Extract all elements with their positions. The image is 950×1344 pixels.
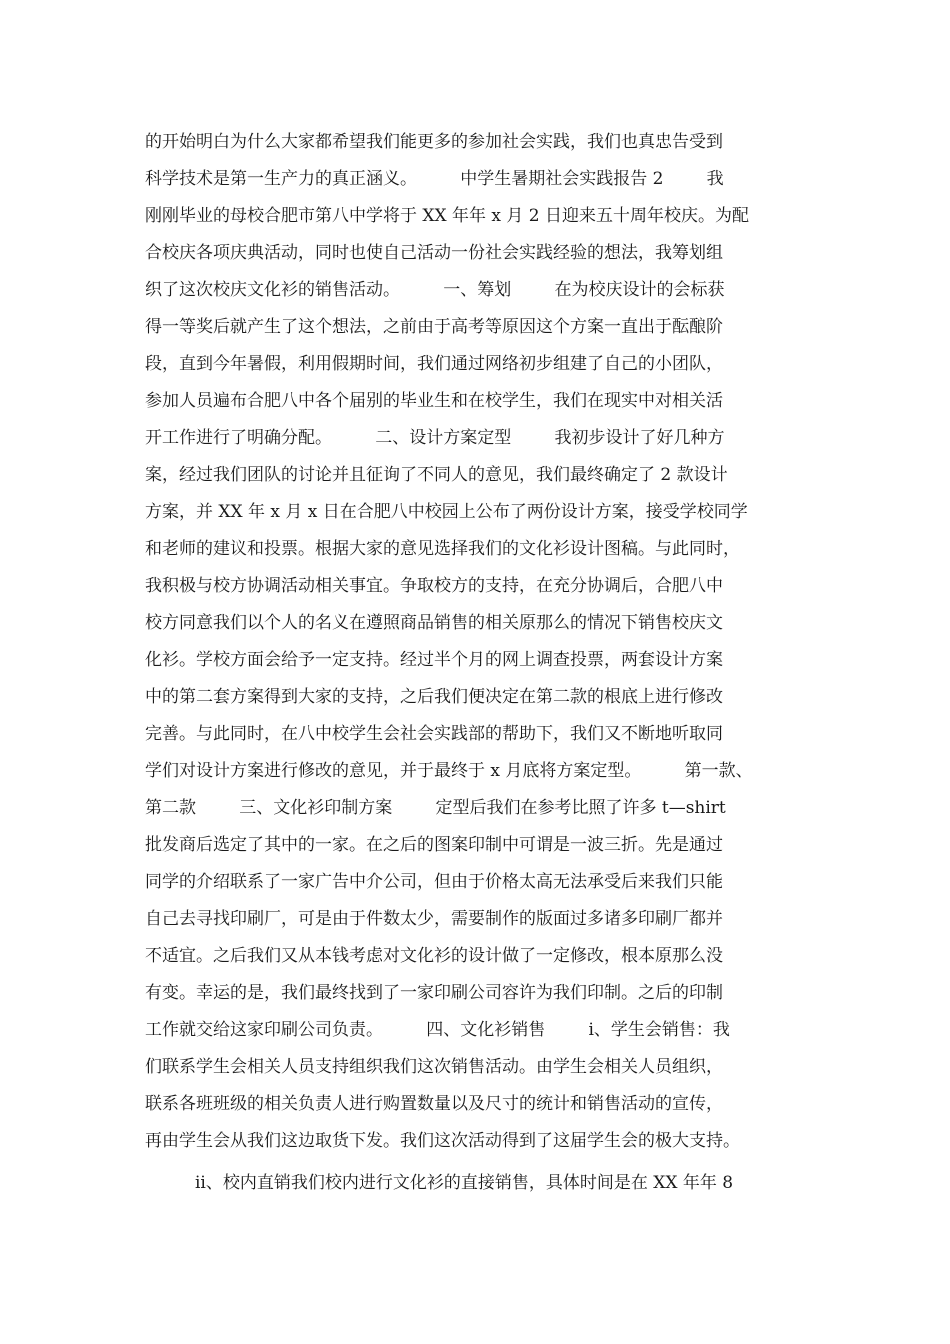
text-line: 刚刚毕业的母校合肥市第八中学将于 XX 年年 x 月 2 日迎来五十周年校庆。为配 — [145, 206, 750, 226]
text-line: 联系各班班级的相关负责人进行购置数量以及尺寸的统计和销售活动的宣传， — [145, 1094, 723, 1114]
text-line: 和老师的建议和投票。根据大家的意见选择我们的文化衫设计图稿。与此同时， — [145, 539, 740, 559]
text-line: 案，经过我们团队的讨论并且征询了不同人的意见，我们最终确定了 2 款设计 — [145, 465, 728, 485]
text-line: 同学的介绍联系了一家广告中介公司，但由于价格太高无法承受后来我们只能 — [145, 872, 723, 892]
text-line: 完善。与此同时，在八中校学生会社会实践部的帮助下，我们又不断地听取同 — [145, 724, 723, 744]
text-line: 们联系学生会相关人员支持组织我们这次销售活动。由学生会相关人员组织， — [145, 1057, 723, 1077]
text-line: 织了这次校庆文化衫的销售活动。 一、筹划 在为校庆设计的会标获 — [145, 280, 725, 300]
text-line: 批发商后选定了其中的一家。在之后的图案印制中可谓是一波三折。先是通过 — [145, 835, 723, 855]
text-line: 有变。幸运的是，我们最终找到了一家印刷公司容许为我们印制。之后的印制 — [145, 983, 723, 1003]
text-line: 我积极与校方协调活动相关事宜。争取校方的支持，在充分协调后，合肥八中 — [145, 576, 723, 596]
text-line: 段，直到今年暑假，利用假期时间，我们通过网络初步组建了自己的小团队， — [145, 354, 723, 374]
text-line: 学们对设计方案进行修改的意见，并于最终于 x 月底将方案定型。 第一款、 — [145, 761, 753, 781]
text-line: 自己去寻找印刷厂，可是由于件数太少，需要制作的版面过多诸多印刷厂都并 — [145, 909, 723, 929]
text-line: 参加人员遍布合肥八中各个届别的毕业生和在校学生，我们在现实中对相关活 — [145, 391, 723, 411]
text-line: 合校庆各项庆典活动，同时也使自己活动一份社会实践经验的想法，我筹划组 — [145, 243, 723, 263]
text-line: ii、校内直销我们校内进行文化衫的直接销售，具体时间是在 XX 年年 8 — [195, 1173, 734, 1193]
text-line: 校方同意我们以个人的名义在遵照商品销售的相关原那么的情况下销售校庆文 — [145, 613, 723, 633]
text-line: 开工作进行了明确分配。 二、设计方案定型 我初步设计了好几种方 — [145, 428, 725, 448]
text-line: 科学技术是第一生产力的真正涵义。 中学生暑期社会实践报告 2 我 — [145, 169, 724, 189]
text-line: 的开始明白为什么大家都希望我们能更多的参加社会实践，我们也真忠告受到 — [145, 132, 723, 152]
text-line: 化衫。学校方面会给予一定支持。经过半个月的网上调查投票，两套设计方案 — [145, 650, 723, 670]
text-line: 工作就交给这家印刷公司负责。 四、文化衫销售 i、学生会销售：我 — [145, 1020, 730, 1040]
text-line: 不适宜。之后我们又从本钱考虑对文化衫的设计做了一定修改，根本原那么没 — [145, 946, 723, 966]
text-line: 得一等奖后就产生了这个想法，之前由于高考等原因这个方案一直出于酝酿阶 — [145, 317, 723, 337]
text-line: 方案，并 XX 年 x 月 x 日在合肥八中校园上公布了两份设计方案，接受学校同学 — [145, 502, 748, 522]
text-line: 第二款 三、文化衫印制方案 定型后我们在参考比照了许多 t—shirt — [145, 798, 726, 818]
text-line: 再由学生会从我们这边取货下发。我们这次活动得到了这届学生会的极大支持。 — [145, 1131, 740, 1151]
text-line: 中的第二套方案得到大家的支持，之后我们便决定在第二款的根底上进行修改 — [145, 687, 723, 707]
